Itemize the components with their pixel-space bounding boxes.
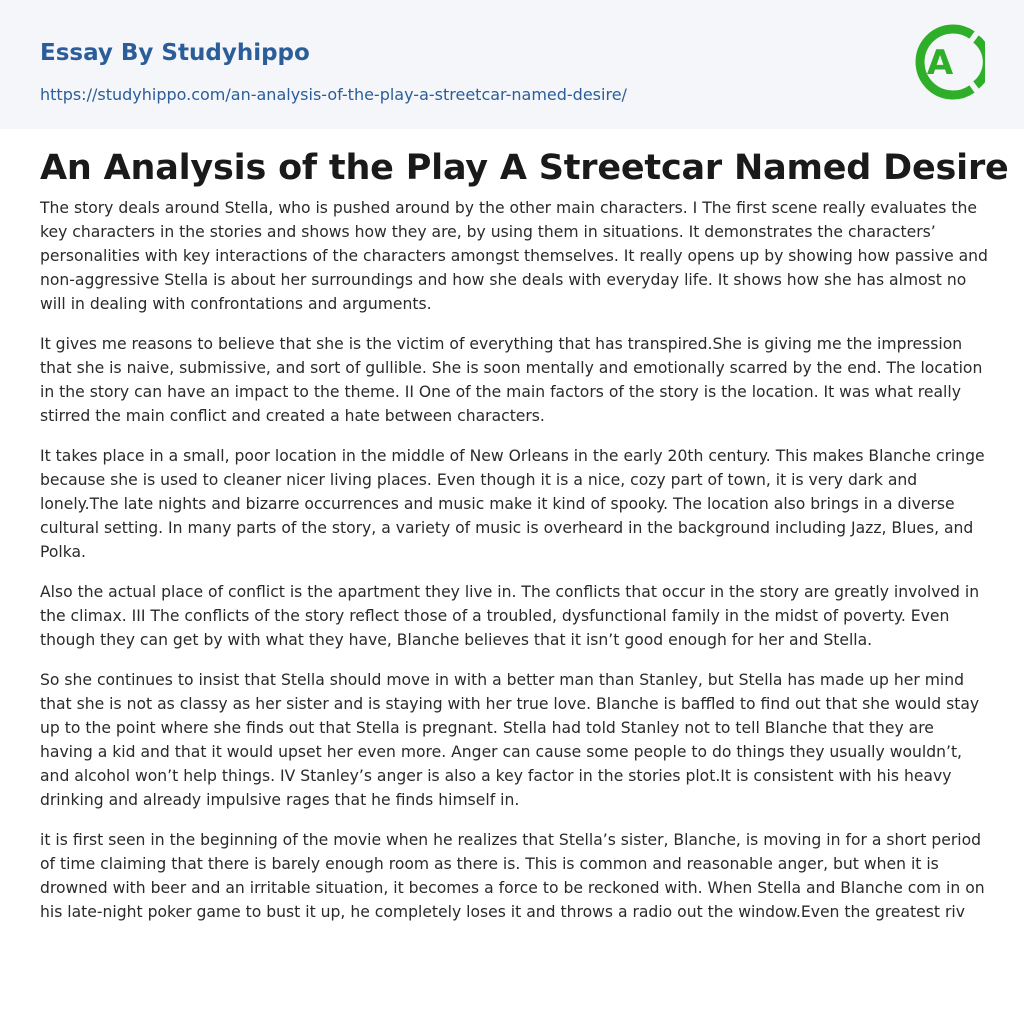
essay-url-link[interactable]: https://studyhippo.com/an-analysis-of-the-play-a-streetcar-named-desire/ <box>40 85 627 104</box>
essay-paragraph: It gives me reasons to believe that she is the victim of everything that has transpired.She is giving me the impression that she is naive, submissive, and sort of gullible. She is soon mentally and emotionally scarred by the end. The location in the story can have an impact to the theme. II One of the main factors of the story is the location. It was what really stirred the main conflict and created a hate between characters. <box>40 335 983 425</box>
site-brand[interactable]: Essay By Studyhippo <box>40 40 310 66</box>
logo-letter: A <box>926 43 954 83</box>
essay-paragraph: So she continues to insist that Stella should move in with a better man than Stanley, but Stella has made up her mind that she is not as classy as her sister and is staying with her true love. Blanche is baffled to find out that she would stay up to the point where she finds out that Stella is pregnant. Stella had told Stanley not to tell Blanche that they are having a kid and that it would upset her even more. Anger can cause some people to do things they usually wouldn’t, and alcohol won’t help things. IV Stanley’s anger is also a key factor in the stories plot.It is consistent with his heavy drinking and already impulsive rages that he finds himself in. <box>40 671 980 809</box>
essay-paragraph: The story deals around Stella, who is pushed around by the other main characters. I The first scene really evaluates the key characters in the stories and shows how they are, by using them in situations. It demonstrates the characters’ personalities with key interactions of the characters amongst themselves. It really opens up by showing how passive and non-aggressive Stella is about her surroundings and how she deals with everyday life. It shows how she has almost no will in dealing with confrontations and arguments. <box>40 199 988 313</box>
essay-paragraph: It takes place in a small, poor location in the middle of New Orleans in the early 20th century. This makes Blanche cringe because she is used to cleaner nicer living places. Even though it is a nice, cozy part of town, it is very dark and lonely.The late nights and bizarre occurrences and music make it kind of spooky. The location also brings in a diverse cultural setting. In many parts of the story, a variety of music is overheard in the background including Jazz, Blues, and Polka. <box>40 447 985 561</box>
essay-paragraph: it is first seen in the beginning of the movie when he realizes that Stella’s sister, Blanche, is moving in for a short period of time claiming that there is barely enough room as there is. This is common and reasonable anger, but when it is drowned with beer and an irritable situation, it becomes a force to be reckoned with. When Stella and Blanche com in on his late-night poker game to bust it up, he completely loses it and throws a radio out the window.Even the greatest riv <box>40 831 985 921</box>
essay-body <box>40 196 988 924</box>
essay-paragraph: Also the actual place of conflict is the apartment they live in. The conflicts that occur in the story are greatly involved in the climax. III The conflicts of the story reflect those of a troubled, dysfunctional family in the midst of poverty. Even though they can get by with what they have, Blanche believes that it isn’t good enough for her and Stella. <box>40 583 980 649</box>
essay-title: An Analysis of the Play A Streetcar Named Desire <box>40 148 1009 188</box>
